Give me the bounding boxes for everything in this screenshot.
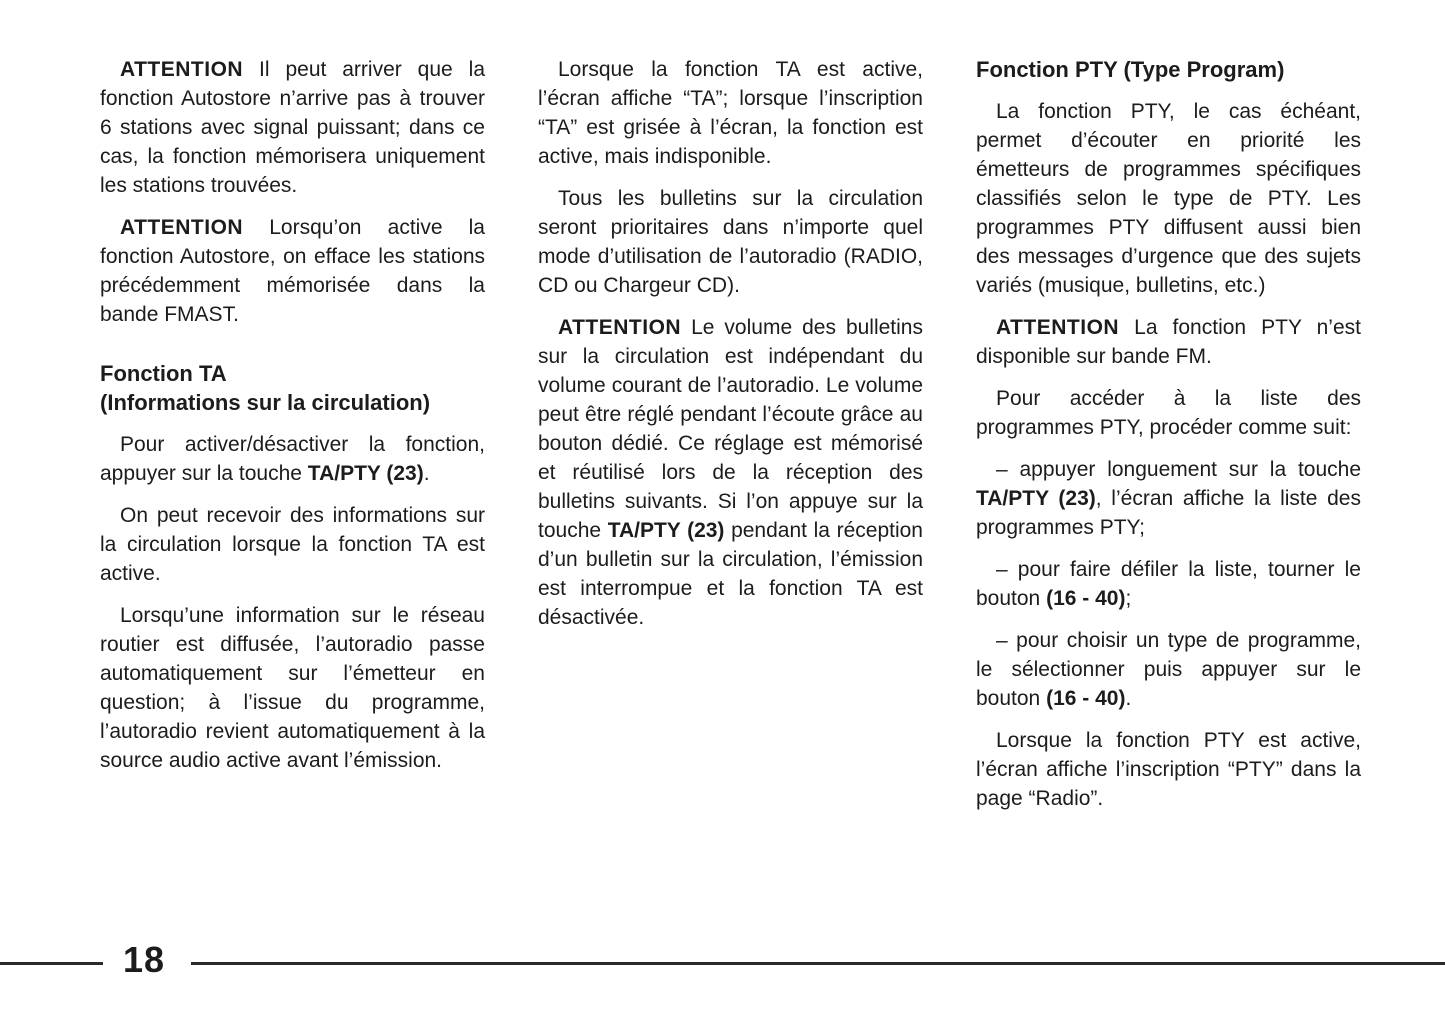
- paragraph-text: Pour activer/désactiver la fonction, appuyer sur la touche: [100, 433, 485, 485]
- heading-fonction-ta: [100, 359, 485, 417]
- footer-rule-right: [191, 962, 1445, 965]
- column-2: [538, 55, 923, 813]
- para-attention-autostore-limit: [100, 55, 485, 200]
- paragraph-text: – pour faire défiler la liste, tourner le bouton: [976, 558, 1361, 610]
- paragraph-text: Tous les bulletins sur la circulation seront prioritaires dans n’importe quel mode d’utilisation de l’autoradio (RADIO, CD ou Chargeur CD).: [538, 187, 923, 297]
- heading-line: (Informations sur la circulation): [100, 390, 431, 415]
- para-ta-auto-switch: [100, 601, 485, 775]
- paragraph-text: Lorsqu’une information sur le réseau routier est diffusée, l’autoradio passe automatiquement sur l’émetteur en question; à l’issue du programme, l’autoradio revient automatiquement à la source audio active avant l’émission.: [100, 604, 485, 772]
- key-reference: TA/PTY (23): [307, 462, 424, 485]
- paragraph-text: La fonction PTY, le cas échéant, permet d’écouter en priorité les émetteurs de programmes spécifiques classifiés selon le type de PTY. Les programmes PTY diffusent aussi bien des messages d’urgence que des sujets variés (musique, bulletins, etc.): [976, 100, 1361, 297]
- paragraph-text: – pour choisir un type de programme, le sélectionner puis appuyer sur le bouton: [976, 629, 1361, 710]
- paragraph-text: Lorsque la fonction TA est active, l’écran affiche “TA”; lorsque l’inscription “TA” est grisée à l’écran, la fonction est active, mais indisponible.: [538, 58, 923, 168]
- attention-label: ATTENTION: [558, 316, 682, 339]
- para-ta-priority: [538, 184, 923, 300]
- paragraph-text: On peut recevoir des informations sur la circulation lorsque la fonction TA est active.: [100, 504, 485, 585]
- para-attention-pty-fm: [976, 313, 1361, 371]
- para-ta-activation: [100, 430, 485, 488]
- para-pty-step-long-press: [976, 455, 1361, 542]
- attention-label: ATTENTION: [120, 216, 244, 239]
- knob-reference: (16 - 40): [1046, 687, 1126, 710]
- column-3: [976, 55, 1361, 813]
- key-reference: TA/PTY (23): [976, 487, 1096, 510]
- paragraph-text: .: [1125, 687, 1132, 710]
- para-pty-step-scroll: [976, 555, 1361, 613]
- heading-line: Fonction TA: [100, 361, 227, 386]
- heading-line: Fonction PTY (Type Program): [976, 57, 1285, 82]
- knob-reference: (16 - 40): [1046, 587, 1126, 610]
- paragraph-text: Lorsqu’on active la fonction Autostore, on efface les stations précédemment mémorisée dans la bande FMAST.: [100, 216, 485, 326]
- paragraph-text: La fonction PTY n’est disponible sur bande FM.: [976, 316, 1361, 368]
- paragraph-text: , l’écran affiche la liste des programmes PTY;: [976, 487, 1361, 539]
- paragraph-text: pendant la réception d’un bulletin sur la circulation, l’émission est interrompue et la fonction TA est désactivée.: [538, 519, 923, 629]
- para-attention-volume: [538, 313, 923, 632]
- page-number: 18: [123, 939, 166, 980]
- text-columns: [100, 55, 1361, 813]
- para-ta-display-status: [538, 55, 923, 171]
- attention-label: ATTENTION: [120, 58, 244, 81]
- paragraph-text: ;: [1125, 587, 1132, 610]
- footer-rule-left: [0, 962, 103, 965]
- heading-fonction-pty: [976, 55, 1361, 84]
- paragraph-text: – appuyer longuement sur la touche: [996, 458, 1361, 481]
- paragraph-text: Lorsque la fonction PTY est active, l’écran affiche l’inscription “PTY” dans la page “Radio”.: [976, 729, 1361, 810]
- paragraph-text: .: [423, 462, 430, 485]
- attention-label: ATTENTION: [996, 316, 1120, 339]
- column-1: [100, 55, 485, 813]
- para-pty-list-access: [976, 384, 1361, 442]
- para-attention-autostore-erase: [100, 213, 485, 329]
- paragraph-text: Pour accéder à la liste des programmes PTY, procéder comme suit:: [976, 387, 1361, 439]
- para-pty-active-display: [976, 726, 1361, 813]
- para-pty-step-select: [976, 626, 1361, 713]
- para-ta-reception: [100, 501, 485, 588]
- paragraph-text: Il peut arriver que la fonction Autostore n’arrive pas à trouver 6 stations avec signal puissant; dans ce cas, la fonction mémorisera uniquement les stations trouvées.: [100, 58, 485, 197]
- paragraph-text: Le volume des bulletins sur la circulation est indépendant du volume courant de l’autoradio. Le volume peut être réglé pendant l’écoute grâce au bouton dédié. Ce réglage est mémorisé et réutilisé lors de la réception des bulletins suivants. Si l’on appuye sur la touche: [538, 316, 923, 542]
- key-reference: TA/PTY (23): [607, 519, 725, 542]
- para-pty-description: [976, 97, 1361, 300]
